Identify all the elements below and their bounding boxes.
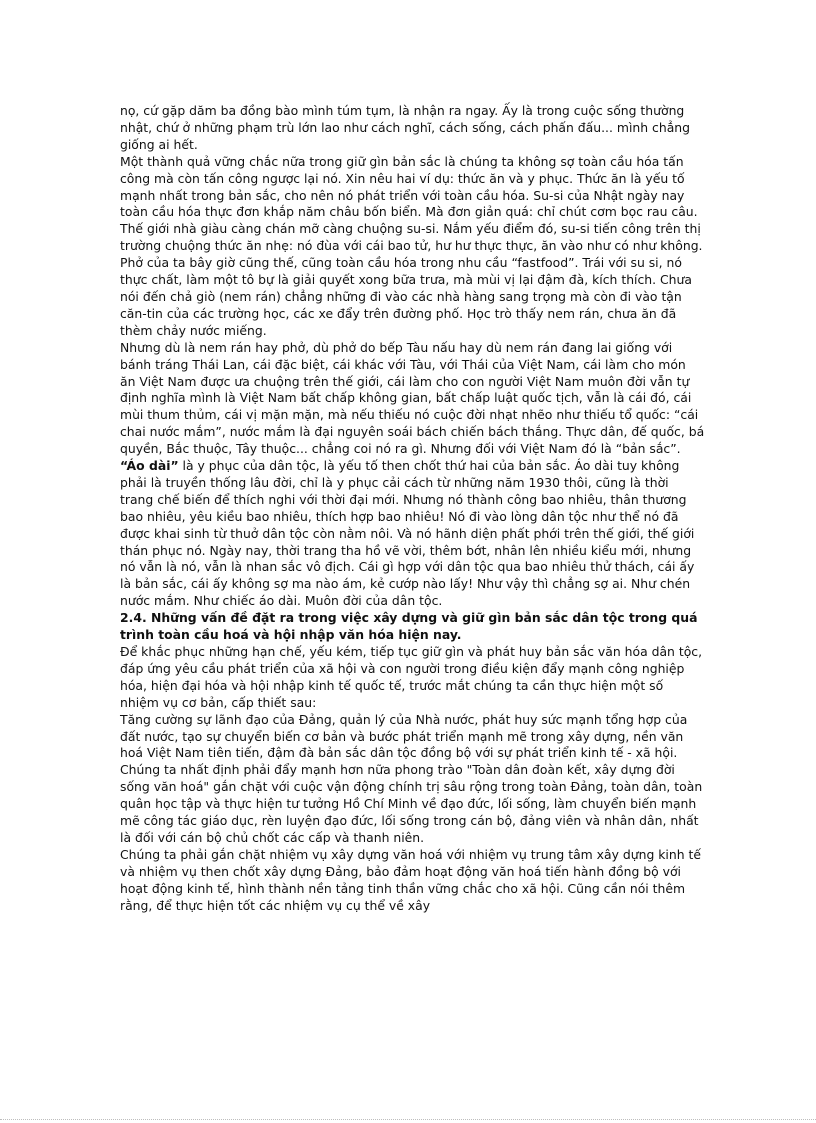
paragraph: Phở của ta bây giờ cũng thế, cũng toàn cầu hóa trong nhu cầu “fastfood”. Trái với su si, nó thực chất, làm một tô bự là giải quyết xong bữa trưa, mà mùi vị lại đậm đà, kích thích. Chưa nói đến chả giò (nem rán) chẳng những đi vào các nhà hàng sang trọng mà còn đi vào tận căn-tin của các trường học, các xe đẩy trên đường phố. Học trò thấy nem rán, chưa ăn đã thèm chảy nước miếng. [120,255,692,338]
page-bottom-divider [0,1119,816,1120]
section-heading: 2.4. Những vấn đề đặt ra trong việc xây dựng và giữ gìn bản sắc dân tộc trong quá trình toàn cầu hoá và hội nhập văn hóa hiện nay. [120,610,698,643]
paragraph: Một thành quả vững chắc nữa trong giữ gìn bản sắc là chúng ta không sợ toàn cầu hóa tấn công mà còn tấn công ngược lại nó. Xin nêu hai ví dụ: thức ăn và y phục. Thức ăn là yếu tố mạnh nhất trong bản sắc, cho nên nó phát triển với toàn cầu hóa. Su-si của Nhật ngày nay toàn cầu hóa thực đơn khắp năm châu bốn biển. Mà đơn giản quá: chỉ chút cơm bọc rau câu. Thế giới nhà giàu càng chán mỡ càng chuộng su-si. Nắm yếu điểm đó, su-si tiến công trên thị trường chuộng thức ăn nhẹ: nó đùa với cái bao tử, hư hư thực thực, ăn vào như có như không. [120,153,703,254]
paragraph: Để khắc phục những hạn chế, yếu kém, tiếp tục giữ gìn và phát huy bản sắc văn hóa dân tộc, đáp ứng yêu cầu phát triển của xã hội và con người trong điều kiện đẩy mạnh công nghiệp hóa, hiện đại hóa và hội nhập kinh tế quốc tế, trước mắt chúng ta cần thực hiện một số nhiệm vụ cơ bản, cấp thiết sau: [120,644,703,710]
aodai-paragraph [120,458,705,610]
document-page [120,103,705,915]
paragraph: Nhưng dù là nem rán hay phở, dù phở do bếp Tàu nấu hay dù nem rán đang lai giống với bánh tráng Thái Lan, cái đặc biệt, cái khác với Tàu, với Thái của Việt Nam, cái làm cho món ăn Việt Nam được ưa chuộng trên thế giới, cái làm cho con người Việt Nam muôn đời vẫn tự định nghĩa mình là Việt Nam bất chấp không gian, bất chấp luật quốc tịch, vẫn là cái đó, cái mùi thum thủm, cái vị mặn mặn, mà nếu thiếu nó cuộc đời nhạt nhẽo như thiếu tổ quốc: “cái chai nước mắm”, nước mắm là đại nguyên soái bách chiến bách thắng. Thực dân, đế quốc, bá quyền, Bắc thuộc, Tây thuộc... chẳng coi nó ra gì. Nhưng đối với Việt Nam đó là “bản sắc”. [120,339,705,457]
paragraph: nọ, cứ gặp dăm ba đồng bào mình túm tụm, là nhận ra ngay. Ấy là trong cuộc sống thường nhật, chứ ở những phạm trù lớn lao như cách nghĩ, cách sống, cách phấn đấu... mình chẳng giống ai hết. [120,103,691,152]
paragraph: Tăng cường sự lãnh đạo của Đảng, quản lý của Nhà nước, phát huy sức mạnh tổng hợp của đất nước, tạo sự chuyển biến cơ bản và bước phát triển mạnh mẽ trong xây dựng, nền văn hoá Việt Nam tiên tiến, đậm đà bản sắc dân tộc đồng bộ với sự phát triển kinh tế - xã hội. [120,711,688,761]
paragraph: Chúng ta nhất định phải đẩy mạnh hơn nữa phong trào "Toàn dân đoàn kết, xây dựng đời sống văn hoá" gắn chặt với cuộc vận động chính trị sâu rộng trong toàn Đảng, toàn dân, toàn quân học tập và thực hiện tư tưởng Hồ Chí Minh về đạo đức, lối sống, làm chuyển biến mạnh mẽ công tác giáo dục, rèn luyện đạo đức, lối sống trong cán bộ, đảng viên và nhân dân, nhất là đối với cán bộ chủ chốt các cấp và thanh niên. [120,762,703,845]
aodai-term: “Áo dài” [120,458,179,474]
paragraph: Chúng ta phải gắn chặt nhiệm vụ xây dựng văn hoá với nhiệm vụ trung tâm xây dựng kinh tế và nhiệm vụ then chốt xây dựng Đảng, bảo đảm hoạt động văn hoá tiến hành đồng bộ với hoạt động kinh tế, hình thành nền tảng tinh thần vững chắc cho xã hội. Cũng cần nói thêm rằng, để thực hiện tốt các nhiệm vụ cụ thể về xây [120,846,701,913]
aodai-text: là y phục của dân tộc, là yếu tố then chốt thứ hai của bản sắc. Áo dài tuy không phải là truyền thống lâu đời, chỉ là y phục cải cách từ những năm 1930 thôi, cũng là thời trang chế biến để thích nghi với thời đại mới. Nhưng nó thành công bao nhiêu, thân thương bao nhiêu, yêu kiều bao nhiêu, thích hợp bao nhiêu! Nó đi vào lòng dân tộc như thể nó đã được khai sinh từ thuở dân tộc còn nằm nôi. Và nó hãnh diện phất phới trên thế giới, thế giới thán phục nó. Ngày nay, thời trang tha hồ vẽ vời, thêm bớt, nhân lên nhiều kiểu mới, nhưng nó vẫn là nó, vẫn là nhan sắc vô địch. Cái gì hợp với dân tộc qua bao nhiêu thử thách, cái ấy là bản sắc, cái ấy không sợ ma nào ám, kẻ cướp nào lấy! Như vậy thì chẳng sợ ai. Như chén nước mắm. Như chiếc áo dài. Muôn đời của dân tộc. [120,458,695,609]
